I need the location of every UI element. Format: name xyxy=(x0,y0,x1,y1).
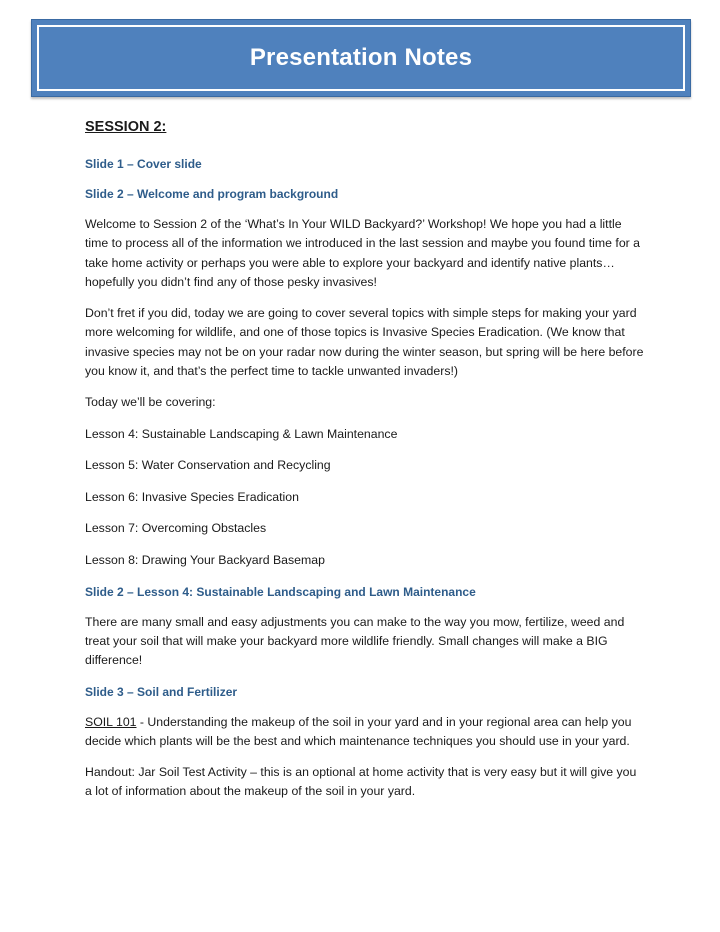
welcome-paragraph: Welcome to Session 2 of the ‘What’s In Your WILD Backyard?’ Workshop! We hope you had a little time to process all of the information we introduced in the last session and maybe you found time for a take home activity or perhaps you were able to explore your backyard and identify native plants…hopefully you didn’t find any of those pesky invasives! xyxy=(85,217,641,289)
lesson-item-6: Lesson 6: Invasive Species Eradication xyxy=(85,489,299,504)
lesson-item-8: Lesson 8: Drawing Your Backyard Basemap xyxy=(85,553,325,568)
document-body xyxy=(85,117,645,814)
covering-intro: Today we’ll be covering: xyxy=(85,395,216,410)
soil-101-label: SOIL 101 xyxy=(85,714,137,729)
handout-paragraph: Handout: Jar Soil Test Activity – this is an optional at home activity that is very easy but it will give you a lot of information about the makeup of the soil in your yard. xyxy=(85,765,637,799)
page-title: Presentation Notes xyxy=(249,44,473,71)
dont-fret-paragraph: Don’t fret if you did, today we are going to cover several topics with simple steps for making your yard more welcoming for wildlife, and one of those topics is Invasive Species Eradication. (We know that invasive species may not be on your radar now during the winter season, but spring will be here before you know it, and that’s the perfect time to tackle unwanted invaders!) xyxy=(85,306,644,379)
soil-paragraph-text: - Understanding the makeup of the soil in your yard and in your regional area can help you decide which plants will be the best and which maintenance techniques you should use in your yard. xyxy=(85,714,632,748)
lesson-item-7: Lesson 7: Overcoming Obstacles xyxy=(85,521,267,536)
title-banner-frame xyxy=(37,25,685,91)
slide-3-heading: Slide 3 – Soil and Fertilizer xyxy=(85,684,238,699)
lesson-item-5: Lesson 5: Water Conservation and Recycling xyxy=(85,458,331,473)
slide-2-heading: Slide 2 – Welcome and program background xyxy=(85,187,339,201)
session-title: SESSION 2: xyxy=(85,119,167,135)
slide-1-heading: Slide 1 – Cover slide xyxy=(85,157,202,171)
lesson-4-paragraph: There are many small and easy adjustments you can make to the way you mow, fertilize, weed and treat your soil that will make your backyard more wildlife friendly. Small changes will make a BIG difference! xyxy=(85,614,625,668)
soil-paragraph xyxy=(85,713,645,752)
title-banner xyxy=(31,19,691,97)
lesson-4-heading: Slide 2 – Lesson 4: Sustainable Landscaping and Lawn Maintenance xyxy=(85,584,476,599)
lesson-item-4: Lesson 4: Sustainable Landscaping & Lawn Maintenance xyxy=(85,426,398,441)
